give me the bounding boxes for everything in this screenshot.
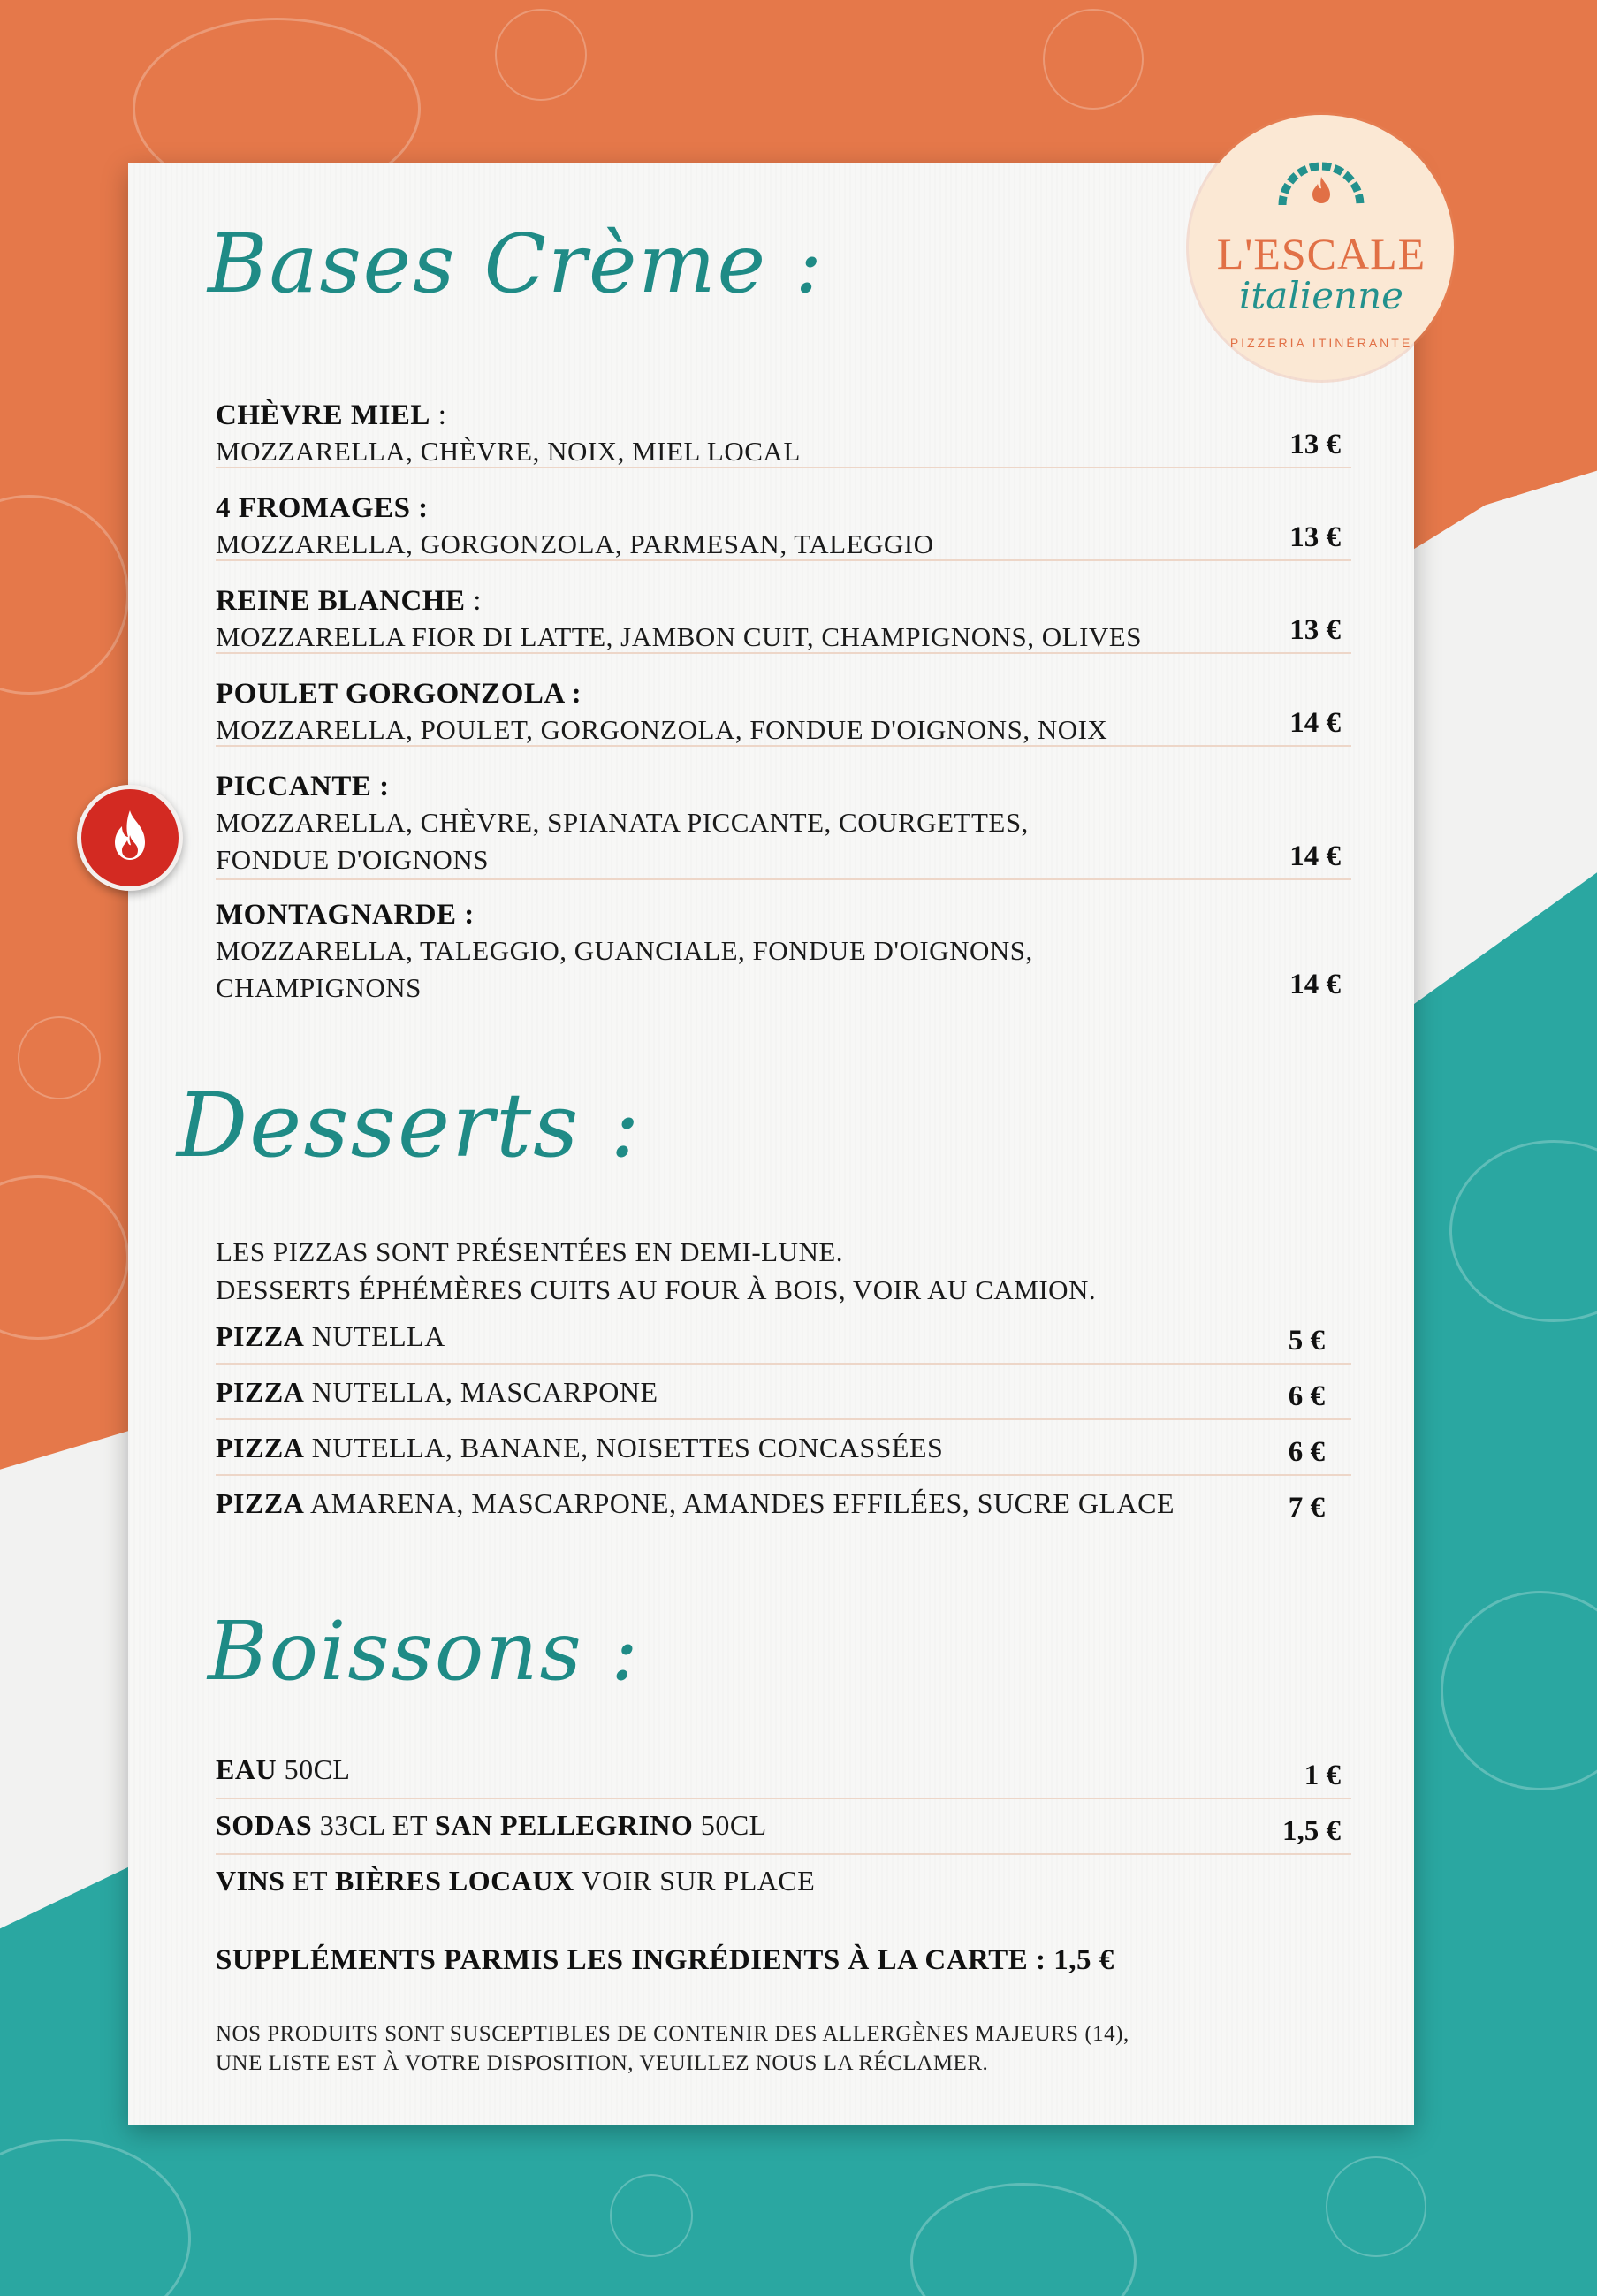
pizza-doodle-icon [1449, 1140, 1597, 1322]
menu-item-poulet-gorgonzola [216, 676, 1351, 747]
drink-item-eau [216, 1750, 1351, 1799]
item-separator: : [465, 585, 482, 617]
item-label-bold: EAU [216, 1753, 278, 1785]
item-ingredients: MOZZARELLA, GORGONZOLA, PARMESAN, TALEGGIO [216, 528, 934, 559]
item-price: 1,5 € [1282, 1815, 1341, 1847]
pepper-doodle-icon [495, 9, 587, 101]
drink-item-vins [216, 1861, 1351, 1909]
dessert-item-2 [216, 1372, 1351, 1420]
menu-item-4-fromages [216, 490, 1351, 561]
allergens-line-1: NOS PRODUITS SONT SUSCEPTIBLES DE CONTENIR DES ALLERGÈNES MAJEURS (14), [216, 2022, 1129, 2046]
bases-creme-title: Bases Crème : [208, 217, 825, 311]
desserts-intro [216, 1233, 1096, 1309]
menu-item-reine-blanche [216, 583, 1351, 654]
item-description: 50CL [693, 1809, 767, 1841]
tomato-doodle-icon [610, 2174, 693, 2257]
menu-item-chevre-miel [216, 398, 1351, 468]
item-label-bold: PIZZA [216, 1376, 305, 1408]
menu-item-piccante [216, 769, 1351, 880]
item-price: 7 € [1288, 1492, 1325, 1524]
item-ingredients-line-2: FONDUE D'OIGNONS [216, 844, 489, 875]
cheese-doodle-icon [1326, 2156, 1426, 2257]
item-ingredients: MOZZARELLA FIOR DI LATTE, JAMBON CUIT, CHAMPIGNONS, OLIVES [216, 621, 1142, 652]
item-price: 5 € [1288, 1325, 1325, 1357]
item-ingredients-line-2: CHAMPIGNONS [216, 972, 422, 1003]
desserts-title: Desserts : [177, 1074, 642, 1177]
item-label-bold: PIZZA [216, 1432, 305, 1464]
brand-logo [1189, 115, 1454, 380]
item-name: CHÈVRE MIEL [216, 399, 430, 431]
item-price: 14 € [1289, 969, 1341, 1000]
desserts-intro-line-1: LES PIZZAS SONT PRÉSENTÉES EN DEMI-LUNE. [216, 1236, 844, 1267]
item-label-bold: SODAS [216, 1809, 313, 1841]
item-name: 4 FROMAGES : [216, 492, 429, 524]
dessert-item-3 [216, 1428, 1351, 1476]
item-name: REINE BLANCHE [216, 585, 466, 617]
item-description: ET [285, 1865, 335, 1897]
dessert-item-4 [216, 1484, 1351, 1530]
item-name: MONTAGNARDE : [216, 899, 475, 931]
item-price: 14 € [1289, 707, 1341, 739]
item-description: 33CL ET [312, 1809, 435, 1841]
pizza-doodle-icon [910, 2183, 1137, 2296]
item-ingredients-line-1: MOZZARELLA, TALEGGIO, GUANCIALE, FONDUE D'OIGNONS, [216, 935, 1033, 966]
item-name: PICCANTE : [216, 771, 390, 802]
item-label-bold: SAN PELLEGRINO [434, 1809, 694, 1841]
item-name: POULET GORGONZOLA : [216, 678, 582, 710]
item-label-bold: VINS [216, 1865, 285, 1897]
item-ingredients-line-1: MOZZARELLA, CHÈVRE, SPIANATA PICCANTE, COURGETTES, [216, 807, 1029, 838]
item-price: 14 € [1289, 840, 1341, 872]
oven-arch-icon [1277, 157, 1365, 205]
menu-item-montagnarde [216, 897, 1351, 1007]
item-price: 13 € [1289, 521, 1341, 553]
item-description: VOIR SUR PLACE [574, 1865, 816, 1897]
pizza-doodle-icon [0, 2139, 191, 2296]
item-label-bold: BIÈRES LOCAUX [334, 1865, 574, 1897]
item-label-bold: PIZZA [216, 1487, 305, 1519]
pizza-doodle-icon [0, 1175, 129, 1340]
plate-doodle-icon [1043, 9, 1144, 110]
item-price: 1 € [1304, 1760, 1341, 1791]
item-description: 50CL [277, 1753, 351, 1785]
item-description: NUTELLA [304, 1320, 445, 1352]
desserts-intro-line-2: DESSERTS ÉPHÉMÈRES CUITS AU FOUR À BOIS, VOIR AU CAMION. [216, 1274, 1097, 1305]
item-description: NUTELLA, MASCARPONE [304, 1376, 658, 1408]
item-price: 13 € [1289, 429, 1341, 460]
logo-subname: italienne [1238, 274, 1404, 317]
boissons-title: Boissons : [208, 1604, 640, 1699]
menu-card [128, 163, 1414, 2125]
item-ingredients: MOZZARELLA, CHÈVRE, NOIX, MIEL LOCAL [216, 436, 801, 467]
spicy-badge [77, 785, 183, 891]
logo-tagline: PIZZERIA ITINÉRANTE [1229, 336, 1413, 350]
item-label-bold: PIZZA [216, 1320, 305, 1352]
item-description: AMARENA, MASCARPONE, AMANDES EFFILÉES, SUCRE GLACE [304, 1487, 1175, 1519]
item-ingredients: MOZZARELLA, POULET, GORGONZOLA, FONDUE D'OIGNONS, NOIX [216, 714, 1108, 745]
pizza-doodle-icon [1441, 1591, 1597, 1790]
pizza-doodle-icon [0, 495, 129, 695]
drink-item-sodas [216, 1806, 1351, 1855]
flame-icon [106, 809, 154, 863]
tomato-doodle-icon [18, 1016, 101, 1099]
supplements-note: SUPPLÉMENTS PARMIS LES INGRÉDIENTS À LA CARTE : 1,5 € [216, 1944, 1114, 1976]
item-price: 13 € [1289, 614, 1341, 646]
logo-name: L'ESCALE [1216, 229, 1426, 278]
item-separator: : [430, 399, 447, 431]
allergens-note [216, 2019, 1129, 2078]
item-description: NUTELLA, BANANE, NOISETTES CONCASSÉES [304, 1432, 944, 1464]
dessert-item-1 [216, 1317, 1351, 1365]
item-price: 6 € [1288, 1380, 1325, 1412]
item-price: 6 € [1288, 1436, 1325, 1468]
allergens-line-2: UNE LISTE EST À VOTRE DISPOSITION, VEUILLEZ NOUS LA RÉCLAMER. [216, 2051, 989, 2075]
